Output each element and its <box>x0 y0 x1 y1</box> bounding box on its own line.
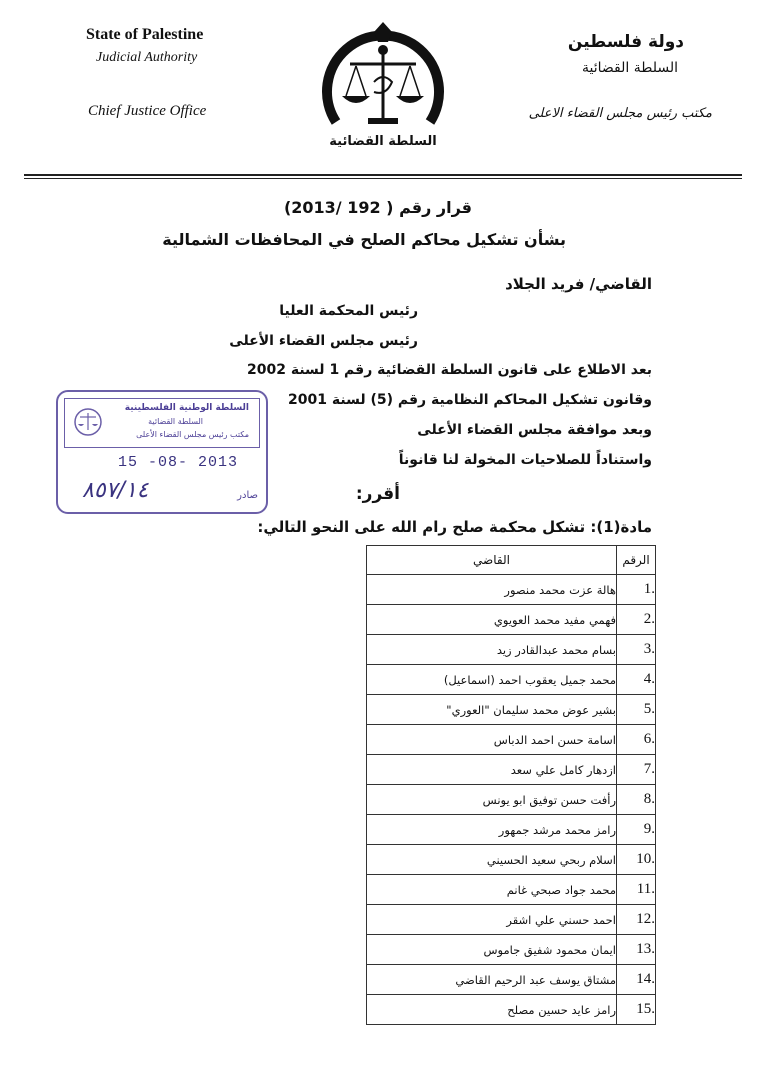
table-row <box>367 755 656 785</box>
table-row <box>367 995 656 1025</box>
resolved-heading: أقرر: <box>355 484 400 504</box>
judge-name-cell: ازدهار كامل علي سعد <box>367 755 617 785</box>
row-number-cell: 5. <box>617 695 656 725</box>
row-number-cell: 14. <box>617 965 656 995</box>
table-row <box>367 935 656 965</box>
header-divider-thin <box>24 178 742 179</box>
svg-text:السلطة القضائية: السلطة القضائية <box>329 134 437 149</box>
stamp-reference-number: ٨٥٧/١٤ <box>82 478 149 503</box>
judge-name-cell: رامز محمد مرشد جمهور <box>367 815 617 845</box>
table-row <box>367 695 656 725</box>
row-number-cell: 12. <box>617 905 656 935</box>
row-number-cell: 10. <box>617 845 656 875</box>
row-number-cell: 2. <box>617 605 656 635</box>
table-row <box>367 845 656 875</box>
table-row <box>367 635 656 665</box>
article-1-heading: مادة(1): تشكل محكمة صلح رام الله على النحو التالي: <box>257 518 652 536</box>
stamp-date: 15 -08- 2013 <box>118 454 239 471</box>
decision-title: بشأن تشكيل محاكم الصلح في المحافظات الشمالية <box>162 230 566 249</box>
row-number-cell: 7. <box>617 755 656 785</box>
table-row <box>367 575 656 605</box>
table-row <box>367 665 656 695</box>
table-row <box>367 905 656 935</box>
arabic-office-name: مكتب رئيس مجلس القضاء الاعلى <box>528 106 712 121</box>
arabic-state-name: دولة فلسطين <box>567 32 684 52</box>
row-number-cell: 8. <box>617 785 656 815</box>
stamp-line-2: السلطة القضائية <box>148 417 203 426</box>
judges-table <box>366 545 656 1025</box>
judge-name-cell: فهمي مفيد محمد العويوي <box>367 605 617 635</box>
row-number-cell: 6. <box>617 725 656 755</box>
table-row <box>367 815 656 845</box>
english-state-name: State of Palestine <box>86 26 204 43</box>
row-number-cell: 11. <box>617 875 656 905</box>
stamp-header-box <box>64 398 260 448</box>
judge-name-cell: احمد حسني علي اشقر <box>367 905 617 935</box>
row-number-cell: 1. <box>617 575 656 605</box>
judge-name-cell: محمد جواد صبحي غانم <box>367 875 617 905</box>
judge-name-cell: بسام محمد عبدالقادر زيد <box>367 635 617 665</box>
header-divider-thick <box>24 174 742 176</box>
judge-name-cell: اسامة حسن احمد الدباس <box>367 725 617 755</box>
table-row <box>367 725 656 755</box>
official-stamp <box>56 390 268 514</box>
stamp-scales-icon <box>73 407 103 437</box>
judge-name-cell: بشير عوض محمد سليمان "العوري" <box>367 695 617 725</box>
judicial-authority-logo <box>316 12 450 152</box>
judge-name-cell: محمد جميل يعقوب احمد (اسماعيل) <box>367 665 617 695</box>
judge-position-supreme-court: رئيس المحكمة العليا <box>279 303 418 319</box>
arabic-authority-name: السلطة القضائية <box>582 60 678 76</box>
issuing-judge: القاضي/ فريد الجلاد <box>505 275 652 293</box>
preamble-line: بعد الاطلاع على قانون السلطة القضائية رقم 1 لسنة 2002 <box>247 362 652 378</box>
judge-name-cell: ايمان محمود شفيق جاموس <box>367 935 617 965</box>
preamble-line: وقانون تشكيل المحاكم النظامية رقم (5) لسنة 2001 <box>288 392 652 408</box>
judge-name-cell: رأفت حسن توفيق ابو يونس <box>367 785 617 815</box>
preamble-line: وبعد موافقة مجلس القضاء الأعلى <box>417 422 652 438</box>
row-number-cell: 4. <box>617 665 656 695</box>
judge-name-cell: هالة عزت محمد منصور <box>367 575 617 605</box>
judge-name-cell: رامز عايد حسين مصلح <box>367 995 617 1025</box>
row-number-cell: 3. <box>617 635 656 665</box>
table-row <box>367 785 656 815</box>
table-row <box>367 605 656 635</box>
row-number-cell: 13. <box>617 935 656 965</box>
stamp-line-3: مكتب رئيس مجلس القضاء الأعلى <box>136 430 249 439</box>
english-authority-name: Judicial Authority <box>96 50 198 65</box>
table-row <box>367 875 656 905</box>
judge-column-header: القاضي <box>367 546 617 575</box>
judge-name-cell: مشتاق يوسف عبد الرحيم القاضي <box>367 965 617 995</box>
judge-position-council: رئيس مجلس القضاء الأعلى <box>229 333 418 349</box>
stamp-line-1: السلطة الوطنية الفلسطينية <box>124 403 249 413</box>
stamp-issued-label: صادر <box>237 490 258 501</box>
judge-name-cell: اسلام ربحي سعيد الحسيني <box>367 845 617 875</box>
preamble-line: واستناداً للصلاحيات المخولة لنا قانوناً <box>398 452 652 468</box>
row-number-cell: 15. <box>617 995 656 1025</box>
table-header-row <box>367 546 656 575</box>
english-office-name: Chief Justice Office <box>88 103 207 119</box>
table-row <box>367 965 656 995</box>
row-number-cell: 9. <box>617 815 656 845</box>
number-column-header: الرقم <box>617 546 656 575</box>
decision-number: قرار رقم ( 192 /2013) <box>283 198 472 217</box>
